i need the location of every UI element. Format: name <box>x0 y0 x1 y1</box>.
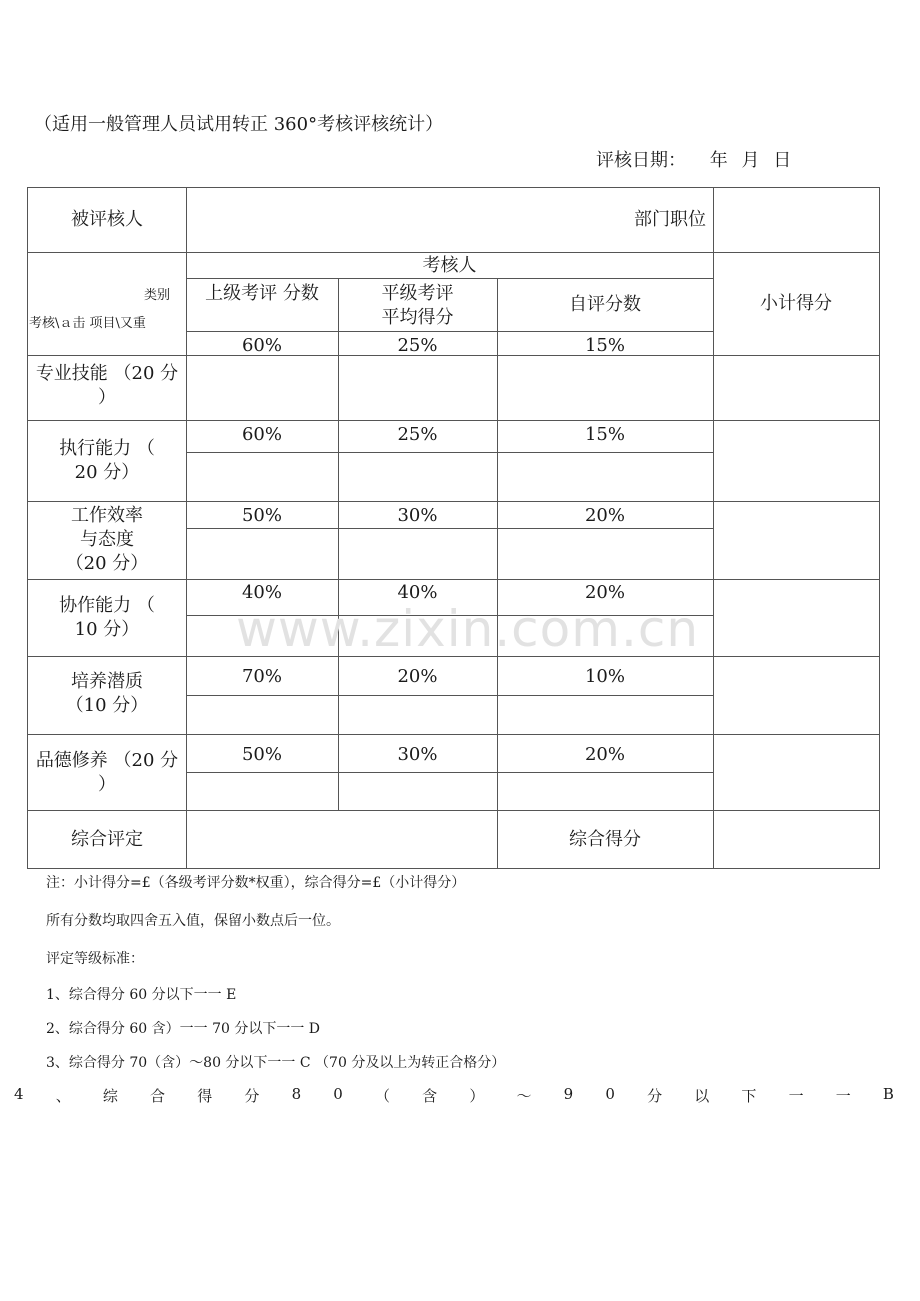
date-day: 日 <box>773 150 792 171</box>
grid-line <box>27 187 880 188</box>
grade-c: 3、综合得分 70（含）～80 分以下一一 C （70 分及以上为转正合格分） <box>46 1055 506 1071</box>
weight-cell: 20% <box>584 582 625 603</box>
item-potential-label: 培养潜质 （10 分） <box>65 671 149 716</box>
weight-cell: 20% <box>397 666 438 687</box>
grade-e: 1、综合得分 60 分以下一一 E <box>46 987 237 1003</box>
item-execution-label: 执行能力 （ 20 分） <box>59 438 155 483</box>
note-formula: 注：小计得分=£（各级考评分数*权重），综合得分=£（小计得分） <box>46 875 466 891</box>
item-efficiency-attitude-label: 工作效率 与态度 （20 分） <box>65 505 149 574</box>
grid-line <box>27 868 880 869</box>
grid-line <box>27 501 880 502</box>
weight-cell: 20% <box>584 505 625 526</box>
item-professional-skill-label: 专业技能 （20 分 ） <box>35 363 179 408</box>
grid-line <box>879 187 880 869</box>
weight-cell: 40% <box>397 582 438 603</box>
weight-cell: 50% <box>241 505 282 526</box>
item-collaboration-label: 协作能力 （ 10 分） <box>59 595 155 640</box>
category-diagonal-label: 类别 <box>143 288 170 303</box>
peer-score-header: 平级考评 平均得分 <box>381 283 454 328</box>
weight-cell: 60% <box>241 424 282 445</box>
grid-line <box>186 452 714 453</box>
grid-line <box>186 772 714 773</box>
evaluation-date <box>596 146 791 172</box>
date-year: 年 <box>709 150 728 171</box>
evaluatee-label: 被评核人 <box>71 209 143 230</box>
dept-position-label: 部门职位 <box>634 209 706 230</box>
weight-cell: 15% <box>584 424 625 445</box>
grid-line <box>186 331 714 332</box>
grid-line <box>186 278 714 279</box>
grid-line <box>186 695 714 696</box>
grid-line <box>27 252 880 253</box>
grade-d: 2、综合得分 60 含）一一 70 分以下一一 D <box>46 1021 321 1037</box>
grid-line <box>27 734 880 735</box>
weight-cell: 25% <box>397 424 438 445</box>
grid-line <box>27 420 880 421</box>
item-morality-label: 品德修养 （20 分 ） <box>35 750 179 795</box>
date-month: 月 <box>741 150 760 171</box>
subtotal-header: 小计得分 <box>760 293 832 314</box>
weight-cell: 30% <box>397 505 438 526</box>
note-grade-title: 评定等级标准： <box>46 951 144 967</box>
weight-superior: 60% <box>241 335 282 356</box>
superior-score-header: 上级考评 分数 <box>205 283 319 304</box>
grade-b: 4 、 综 合 得 分 8 0 （ 含 ） ～ 9 0 分 以 下 一 一 B <box>14 1085 894 1105</box>
weight-cell: 20% <box>584 744 625 765</box>
grid-line <box>27 579 880 580</box>
assessor-label: 考核人 <box>422 255 477 276</box>
weight-cell: 10% <box>584 666 625 687</box>
grid-line <box>713 187 714 869</box>
weight-cell: 50% <box>241 744 282 765</box>
weight-self: 15% <box>584 335 625 356</box>
weight-cell: 40% <box>241 582 282 603</box>
watermark: www.zixin.com.cn <box>236 600 700 658</box>
overall-rating-label: 综合评定 <box>71 829 143 850</box>
grid-line <box>497 278 498 869</box>
weight-peer: 25% <box>397 335 438 356</box>
weight-cell: 30% <box>397 744 438 765</box>
self-score-header: 自评分数 <box>569 294 641 315</box>
grid-line <box>186 528 714 529</box>
form-subtitle: （适用一般管理人员试用转正 360°考核评核统计） <box>34 114 444 135</box>
weight-cell: 70% <box>241 666 282 687</box>
overall-score-label: 综合得分 <box>569 829 641 850</box>
note-rounding: 所有分数均取四舍五入值，保留小数点后一位。 <box>46 913 340 929</box>
date-label: 评核日期： <box>596 150 686 171</box>
grid-line <box>27 810 880 811</box>
item-weight-diagonal-label: 考核\ａ击 项目\又重 <box>29 316 146 331</box>
